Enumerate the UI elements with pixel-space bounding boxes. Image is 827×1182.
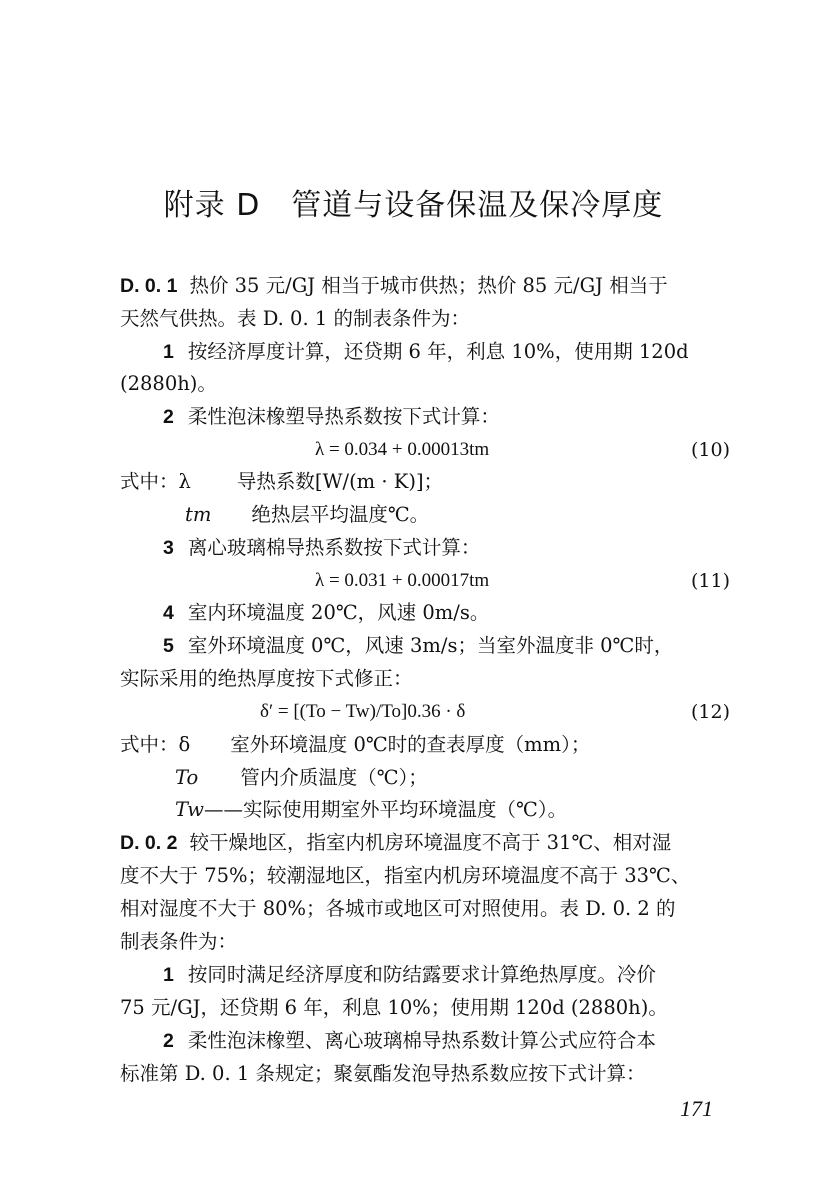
where-lambda bbox=[120, 468, 443, 496]
where-tw bbox=[175, 796, 567, 824]
item-number: 2 bbox=[163, 406, 174, 428]
where-symbol: To bbox=[175, 766, 199, 789]
formula-10-number: (10) bbox=[690, 439, 730, 461]
d02-item-1-line2: 75 元/GJ，还贷期 6 年，利息 10%；使用期 120d (2880h)。 bbox=[120, 996, 668, 1019]
where-symbol: tm bbox=[185, 503, 212, 526]
item-text: 室外环境温度 0℃，风速 3m/s；当室外温度非 0℃时， bbox=[187, 634, 674, 657]
where-lead: 式中：λ bbox=[120, 470, 191, 493]
item-3 bbox=[163, 534, 480, 562]
where-desc: ——实际使用期室外平均环境温度（℃）。 bbox=[204, 798, 568, 821]
item-number: 5 bbox=[163, 635, 174, 657]
item-number: 3 bbox=[163, 537, 174, 559]
page-title: 附录 D 管道与设备保温及保冷厚度 bbox=[163, 188, 664, 223]
formula-12-number: (12) bbox=[690, 701, 730, 723]
d02-item-1-line1 bbox=[163, 961, 656, 989]
clause-text: 较干燥地区，指室内机房环境温度不高于 31℃、相对湿 bbox=[189, 831, 672, 854]
clause-label: D. 0. 2 bbox=[120, 832, 178, 854]
page-number: 171 bbox=[680, 1096, 713, 1121]
item-text: 按经济厚度计算，还贷期 6 年，利息 10%，使用期 120d bbox=[187, 340, 689, 363]
item-1-line2: (2880h)。 bbox=[120, 372, 217, 395]
clause-label: D. 0. 1 bbox=[120, 275, 178, 297]
d02-item-2-line1 bbox=[163, 1027, 656, 1055]
item-number: 1 bbox=[163, 964, 174, 986]
clause-d01-line1 bbox=[120, 272, 668, 300]
d02-item-2-line2: 标准第 D. 0. 1 条规定；聚氨酯发泡导热系数应按下式计算： bbox=[120, 1062, 646, 1085]
formula-12: δ′ = [(To − Tw)/To]0.36 · δ bbox=[260, 701, 466, 722]
item-number: 2 bbox=[163, 1030, 174, 1052]
item-number: 1 bbox=[163, 341, 174, 363]
clause-text: 热价 35 元/GJ 相当于城市供热；热价 85 元/GJ 相当于 bbox=[189, 274, 668, 297]
formula-10: λ = 0.034 + 0.00013tm bbox=[315, 439, 490, 460]
clause-d02-line4: 制表条件为： bbox=[120, 930, 238, 953]
clause-d01-line2: 天然气供热。表 D. 0. 1 的制表条件为： bbox=[120, 307, 470, 330]
where-symbol: Tw bbox=[175, 798, 205, 821]
item-text: 室内环境温度 20℃，风速 0m/s。 bbox=[187, 601, 490, 624]
clause-d02-line1 bbox=[120, 829, 671, 857]
item-number: 4 bbox=[163, 602, 174, 624]
where-lead: 式中：δ bbox=[120, 733, 191, 756]
where-tm bbox=[185, 501, 429, 529]
formula-11-number: (11) bbox=[690, 570, 730, 592]
where-desc: 导热系数[W/(m · K)]； bbox=[236, 470, 444, 493]
item-5-line1 bbox=[163, 632, 673, 660]
item-1-line1 bbox=[163, 338, 689, 366]
item-4 bbox=[163, 599, 489, 627]
where-desc: 绝热层平均温度℃。 bbox=[251, 503, 430, 526]
item-text: 柔性泡沫橡塑导热系数按下式计算： bbox=[187, 405, 500, 428]
where-delta bbox=[120, 731, 590, 759]
where-desc: 管内介质温度（℃）； bbox=[240, 766, 428, 789]
item-5-line2: 实际采用的绝热厚度按下式修正： bbox=[120, 667, 413, 690]
where-desc: 室外环境温度 0℃时的查表厚度（mm）； bbox=[230, 733, 591, 756]
item-text: 离心玻璃棉导热系数按下式计算： bbox=[187, 536, 481, 559]
formula-11: λ = 0.031 + 0.00017tm bbox=[315, 570, 490, 591]
item-text: 柔性泡沫橡塑、离心玻璃棉导热系数计算公式应符合本 bbox=[187, 1029, 656, 1052]
where-to bbox=[175, 764, 428, 792]
item-2 bbox=[163, 403, 500, 431]
item-text: 按同时满足经济厚度和防结露要求计算绝热厚度。冷价 bbox=[187, 963, 656, 986]
clause-d02-line3: 相对湿度不大于 80%；各城市或地区可对照使用。表 D. 0. 2 的 bbox=[120, 897, 676, 920]
clause-d02-line2: 度不大于 75%；较潮湿地区，指室内机房环境温度不高于 33℃、 bbox=[120, 864, 691, 887]
